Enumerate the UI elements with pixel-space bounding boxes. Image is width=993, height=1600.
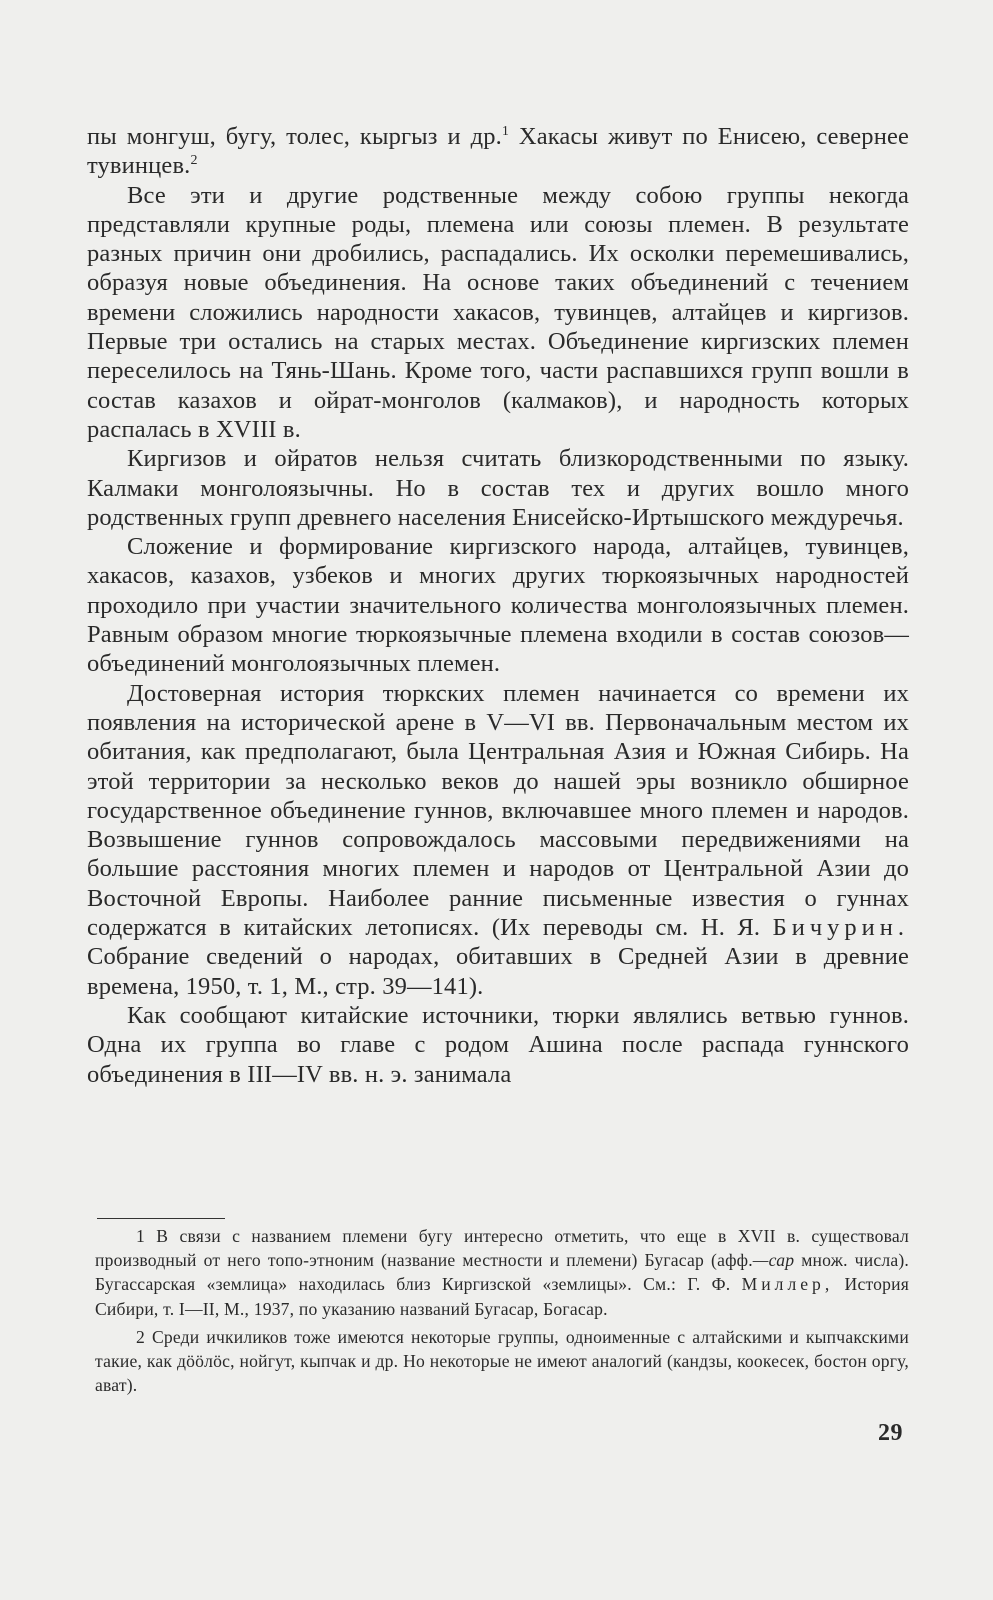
footnote-1-text-b: множ. числа). Бугассарская «землица» находилась близ Киргизской «землицы». См.: Г. Ф. bbox=[95, 1250, 909, 1295]
footnote-ref-1[interactable]: 1 bbox=[501, 124, 510, 139]
footnote-1-text-a: В связи с названием племени бугу интересно отметить, что еще в XVII в. существовал производный от него топо-этноним (название местности и племени) Бугасар (афф. bbox=[95, 1226, 909, 1271]
footnote-1-mark: 1 bbox=[136, 1226, 145, 1246]
page-number: 29 bbox=[878, 1420, 903, 1446]
paragraph-4: Сложение и формирование киргизского народа, алтайцев, тувинцев, хакасов, казахов, узбеков и многих других тюркоязычных народностей проходило при участии значительного количества монголоязычных племен. Равным образом многие тюркоязычные племена входили в состав союзов—объединений монголоязычных племен. bbox=[87, 533, 909, 678]
footnote-separator bbox=[97, 1218, 225, 1219]
footnote-2 bbox=[95, 1325, 909, 1398]
footnote-1 bbox=[95, 1224, 909, 1321]
footnote-1-text-c: История Сибири, т. I—II, М., 1937, по указанию названий Бугасар, Богасар. bbox=[95, 1274, 910, 1319]
paragraph-6: Как сообщают китайские источники, тюрки являлись ветвью гуннов. Одна их группа во главе с родом Ашина после распада гуннского объединения в III—IV вв. н. э. занимала bbox=[87, 1001, 909, 1088]
author-name-bichurin: Бичурин. bbox=[772, 914, 909, 942]
paragraph-1-text-a: пы монгуш, бугу, толес, кыргыз и др. bbox=[87, 123, 502, 150]
footnote-ref-2[interactable]: 2 bbox=[190, 153, 198, 169]
footnote-2-text: Среди ичкиликов тоже имеются некоторые группы, одноименные с алтайскими и кыпчакскими такие, как дӧӧлӧс, нойгут, кыпчак и др. Но некоторые не имеют аналогий (кандзы, коокесек, бостон оргу, ават). bbox=[95, 1326, 909, 1396]
paragraph-3: Киргизов и ойратов нельзя считать близкородственными по языку. Калмаки монголоязычны. Но в состав тех и других вошло много родственных групп древнего населения Енисейско-Иртышского междуречья. bbox=[87, 445, 909, 531]
footnote-2-mark: 2 bbox=[136, 1326, 145, 1347]
paragraph-5-text-b: Собрание сведений о народах, обитавших в Средней Азии в древние времена, 1950, т. 1, М., стр. 39—141). bbox=[87, 943, 909, 1000]
paragraph-5 bbox=[87, 679, 909, 1001]
main-text bbox=[87, 122, 909, 1089]
author-name-miller: Миллер, bbox=[741, 1274, 834, 1295]
paragraph-2: Все эти и другие родственные между собою группы некогда представляли крупные роды, племена или союзы племен. В результате разных причин они дробились, распадались. Их осколки перемешивались, образуя новые объединения. На основе таких объединений с течением времени сложились народности хакасов, тувинцев, алтайцев и киргизов. Первые три остались на старых местах. Объединение киргизских племен переселилось на Тянь-Шань. Кроме того, части распавшихся групп вошли в состав казахов и ойрат-монголов (калмаков), и народность которых распалась в XVIII в. bbox=[87, 181, 909, 443]
paragraph-5-text-a: Достоверная история тюркских племен начинается со времени их появления на исторической арене в V—VI вв. Первоначальным местом их обитания, как предполагают, была Центральная Азия и Южная Сибирь. На этой территории за несколько веков до нашей эры возникло обширное государственное объединение гуннов, включавшее много племен и народов. Возвышение гуннов сопровождалось массовыми передвижениями на большие расстояния многих племен и народов от Центральной Азии до Восточной Европы. Наиболее ранние письменные известия о гуннах содержатся в китайских летописях. (Их переводы см. Н. Я. bbox=[87, 679, 909, 942]
footnotes bbox=[95, 1224, 909, 1397]
footnote-1-italic: —сар bbox=[752, 1250, 795, 1271]
paragraph-1 bbox=[87, 122, 909, 181]
paragraph-1-text-b: Хакасы живут по Енисею, севернее тувинцев. bbox=[87, 123, 910, 180]
